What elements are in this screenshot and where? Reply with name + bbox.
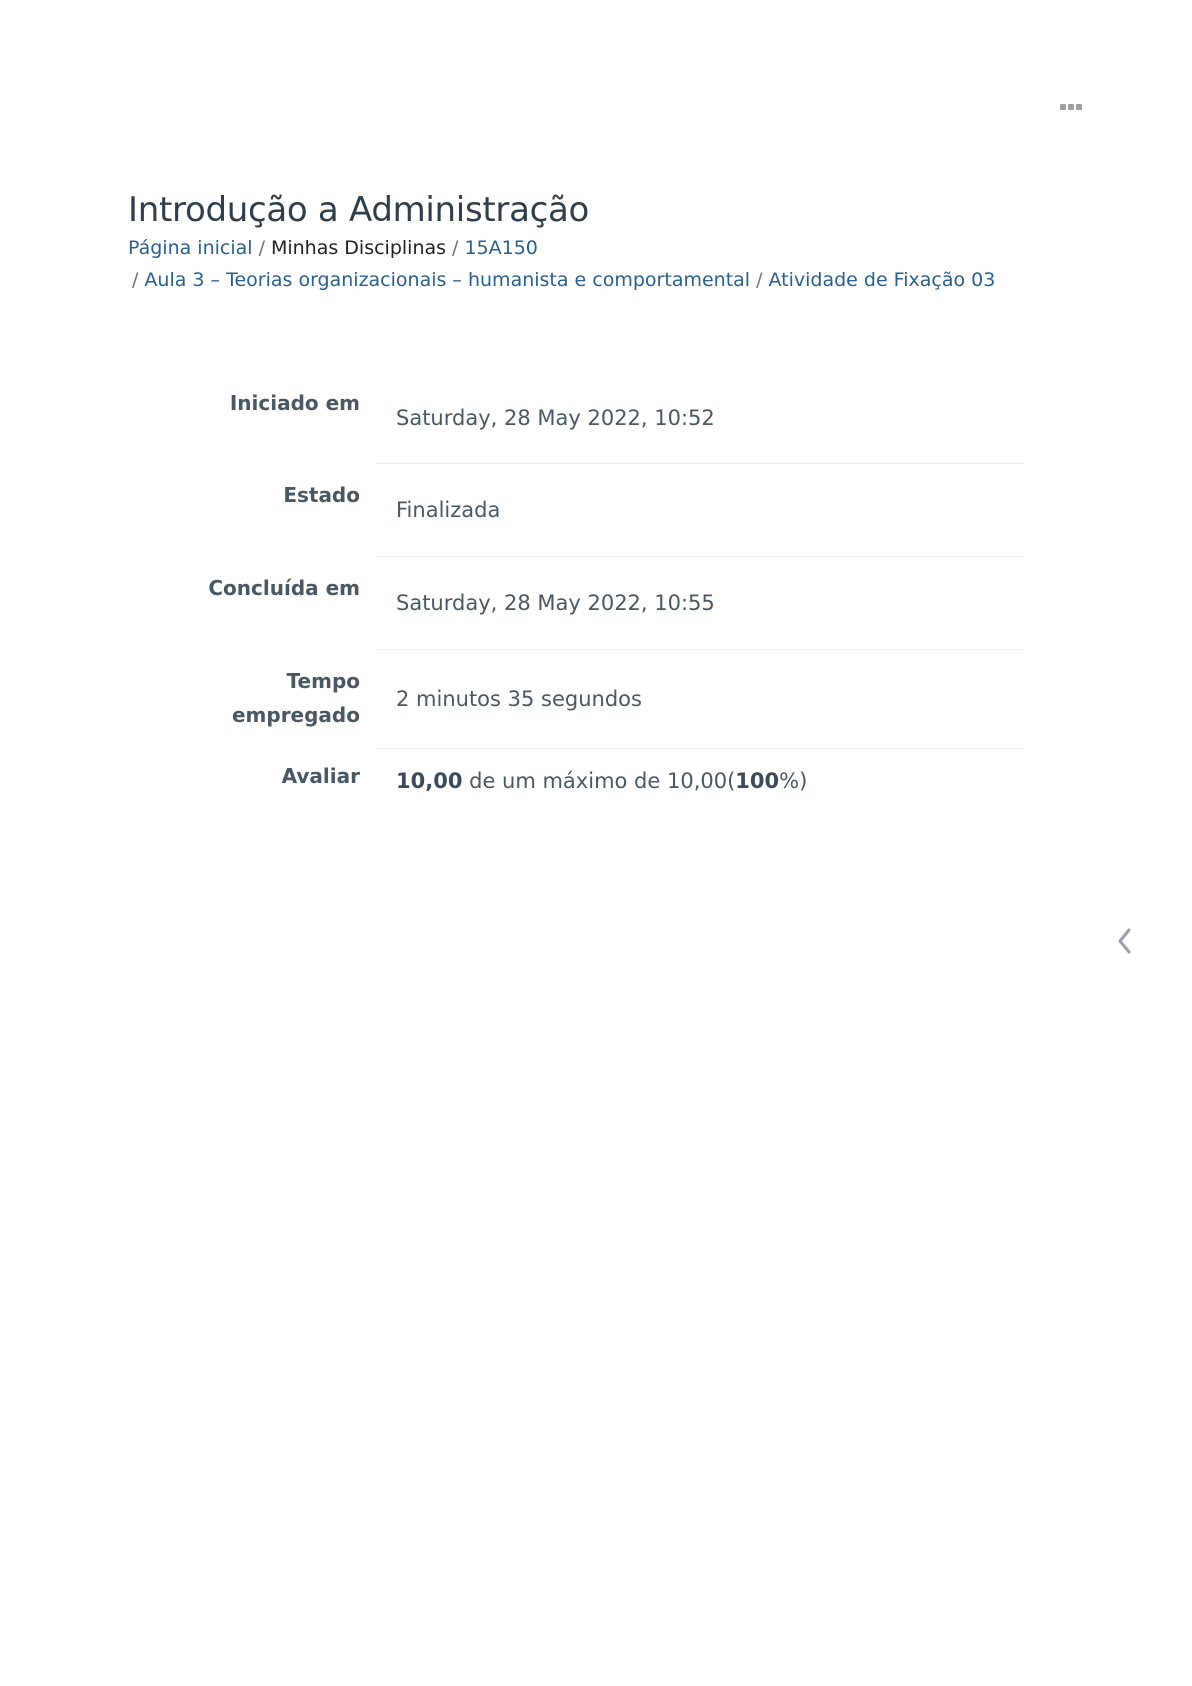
more-horizontal-icon-dot (1076, 104, 1082, 110)
breadcrumb-lesson-link[interactable]: Aula 3 – Teorias organizacionais – humanista e comportamental (144, 269, 751, 291)
completed-value: Saturday, 28 May 2022, 10:55 (376, 557, 1024, 650)
started-value: Saturday, 28 May 2022, 10:52 (376, 372, 1024, 464)
grade-value (376, 749, 1024, 829)
breadcrumb-separator: / (132, 269, 139, 291)
summary-row-state (128, 464, 1024, 557)
time-taken-label-line1: Tempo (286, 669, 360, 693)
state-label: Estado (283, 483, 360, 507)
breadcrumb-separator: / (258, 237, 265, 259)
grade-percent: 100 (735, 769, 780, 793)
more-horizontal-icon-dot (1068, 104, 1074, 110)
drawer-toggle-button[interactable] (1112, 926, 1138, 956)
time-taken-label-line2: empregado (231, 703, 360, 727)
breadcrumb-separator: / (756, 269, 763, 291)
time-taken-value: 2 minutos 35 segundos (376, 650, 1024, 749)
more-horizontal-icon (1060, 104, 1066, 110)
summary-row-completed (128, 557, 1024, 650)
summary-row-time-taken (128, 650, 1024, 749)
time-taken-label (128, 650, 376, 749)
breadcrumb (128, 232, 1088, 296)
page-title: Introdução a Administração (128, 190, 590, 230)
grade-suffix: %) (779, 769, 808, 793)
grade-label: Avaliar (281, 764, 360, 788)
breadcrumb-separator: / (452, 237, 459, 259)
chevron-left-icon (1112, 926, 1138, 956)
grade-max-text: de um máximo de 10,00( (462, 769, 736, 793)
quiz-attempt-summary (128, 372, 1024, 829)
state-value: Finalizada (376, 464, 1024, 557)
summary-row-started (128, 372, 1024, 464)
started-label: Iniciado em (229, 391, 360, 415)
breadcrumb-home-link[interactable]: Página inicial (128, 237, 253, 259)
completed-label: Concluída em (208, 576, 360, 600)
more-menu-button[interactable] (1060, 100, 1086, 114)
grade-score: 10,00 (396, 769, 463, 793)
breadcrumb-course-link[interactable]: 15A150 (464, 237, 538, 259)
breadcrumb-my-courses: Minhas Disciplinas (270, 237, 447, 259)
summary-row-grade (128, 749, 1024, 829)
breadcrumb-activity-link[interactable]: Atividade de Fixação 03 (768, 269, 996, 291)
